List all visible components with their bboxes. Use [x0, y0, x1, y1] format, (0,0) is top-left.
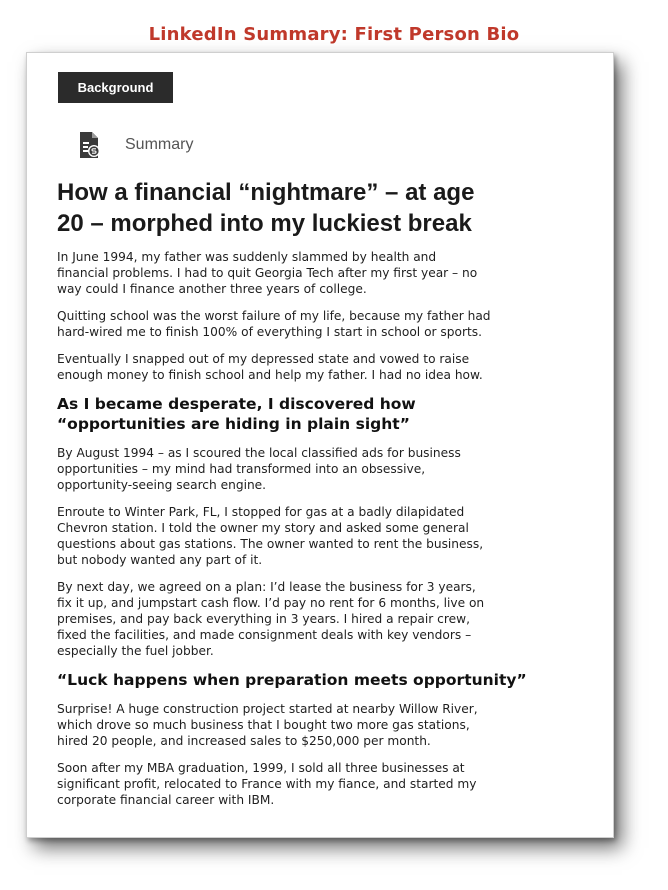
paragraph: By next day, we agreed on a plan: I’d lease the business for 3 years, fix it up, and jumpstart cash flow. I’d pay no rent for 6 months, live on premises, and pay back everything in 3 years. I hired a repair crew, fixed the facilities, and made consignment deals with key vendors – especially the fuel jobber. [57, 580, 485, 658]
document-money-icon [79, 131, 101, 159]
subheading: “Luck happens when preparation meets opportunity” [57, 671, 527, 689]
paragraph: Soon after my MBA graduation, 1999, I sold all three businesses at significant profit, relocated to France with my fiance, and started my corporate financial career with IBM. [57, 761, 477, 807]
paragraph: In June 1994, my father was suddenly slammed by health and financial problems. I had to quit Georgia Tech after my first year – no way could I finance another three years of college. [57, 250, 478, 296]
summary-section-header [79, 130, 193, 160]
slide-title: LinkedIn Summary: First Person Bio [148, 24, 520, 45]
paragraph: Enroute to Winter Park, FL, I stopped for gas at a badly dilapidated Chevron station. I told the owner my story and asked some general questions about gas stations. The owner wanted to rent the business, but nobody wanted any part of it. [57, 505, 484, 567]
summary-headline: How a financial “nightmare” – at age 20 – morphed into my luckiest break [57, 179, 475, 237]
paragraph: Quitting school was the worst failure of my life, because my father had hard-wired me to finish 100% of everything I start in school or sports. [57, 309, 491, 339]
summary-label: Summary [125, 136, 194, 153]
paragraph: Eventually I snapped out of my depressed state and vowed to raise enough money to finish school and help my father. I had no idea how. [57, 352, 483, 382]
tab-background[interactable]: Background [58, 72, 173, 103]
summary-body [57, 249, 605, 819]
linkedin-profile-card [26, 52, 614, 838]
paragraph: By August 1994 – as I scoured the local classified ads for business opportunities – my mind had transformed into an obsessive, opportunity-seeing search engine. [57, 446, 461, 492]
paragraph: Surprise! A huge construction project started at nearby Willow River, which drove so much business that I bought two more gas stations, hired 20 people, and increased sales to $250,000 per month. [57, 702, 478, 748]
subheading: As I became desperate, I discovered how “opportunities are hiding in plain sight” [57, 395, 416, 433]
